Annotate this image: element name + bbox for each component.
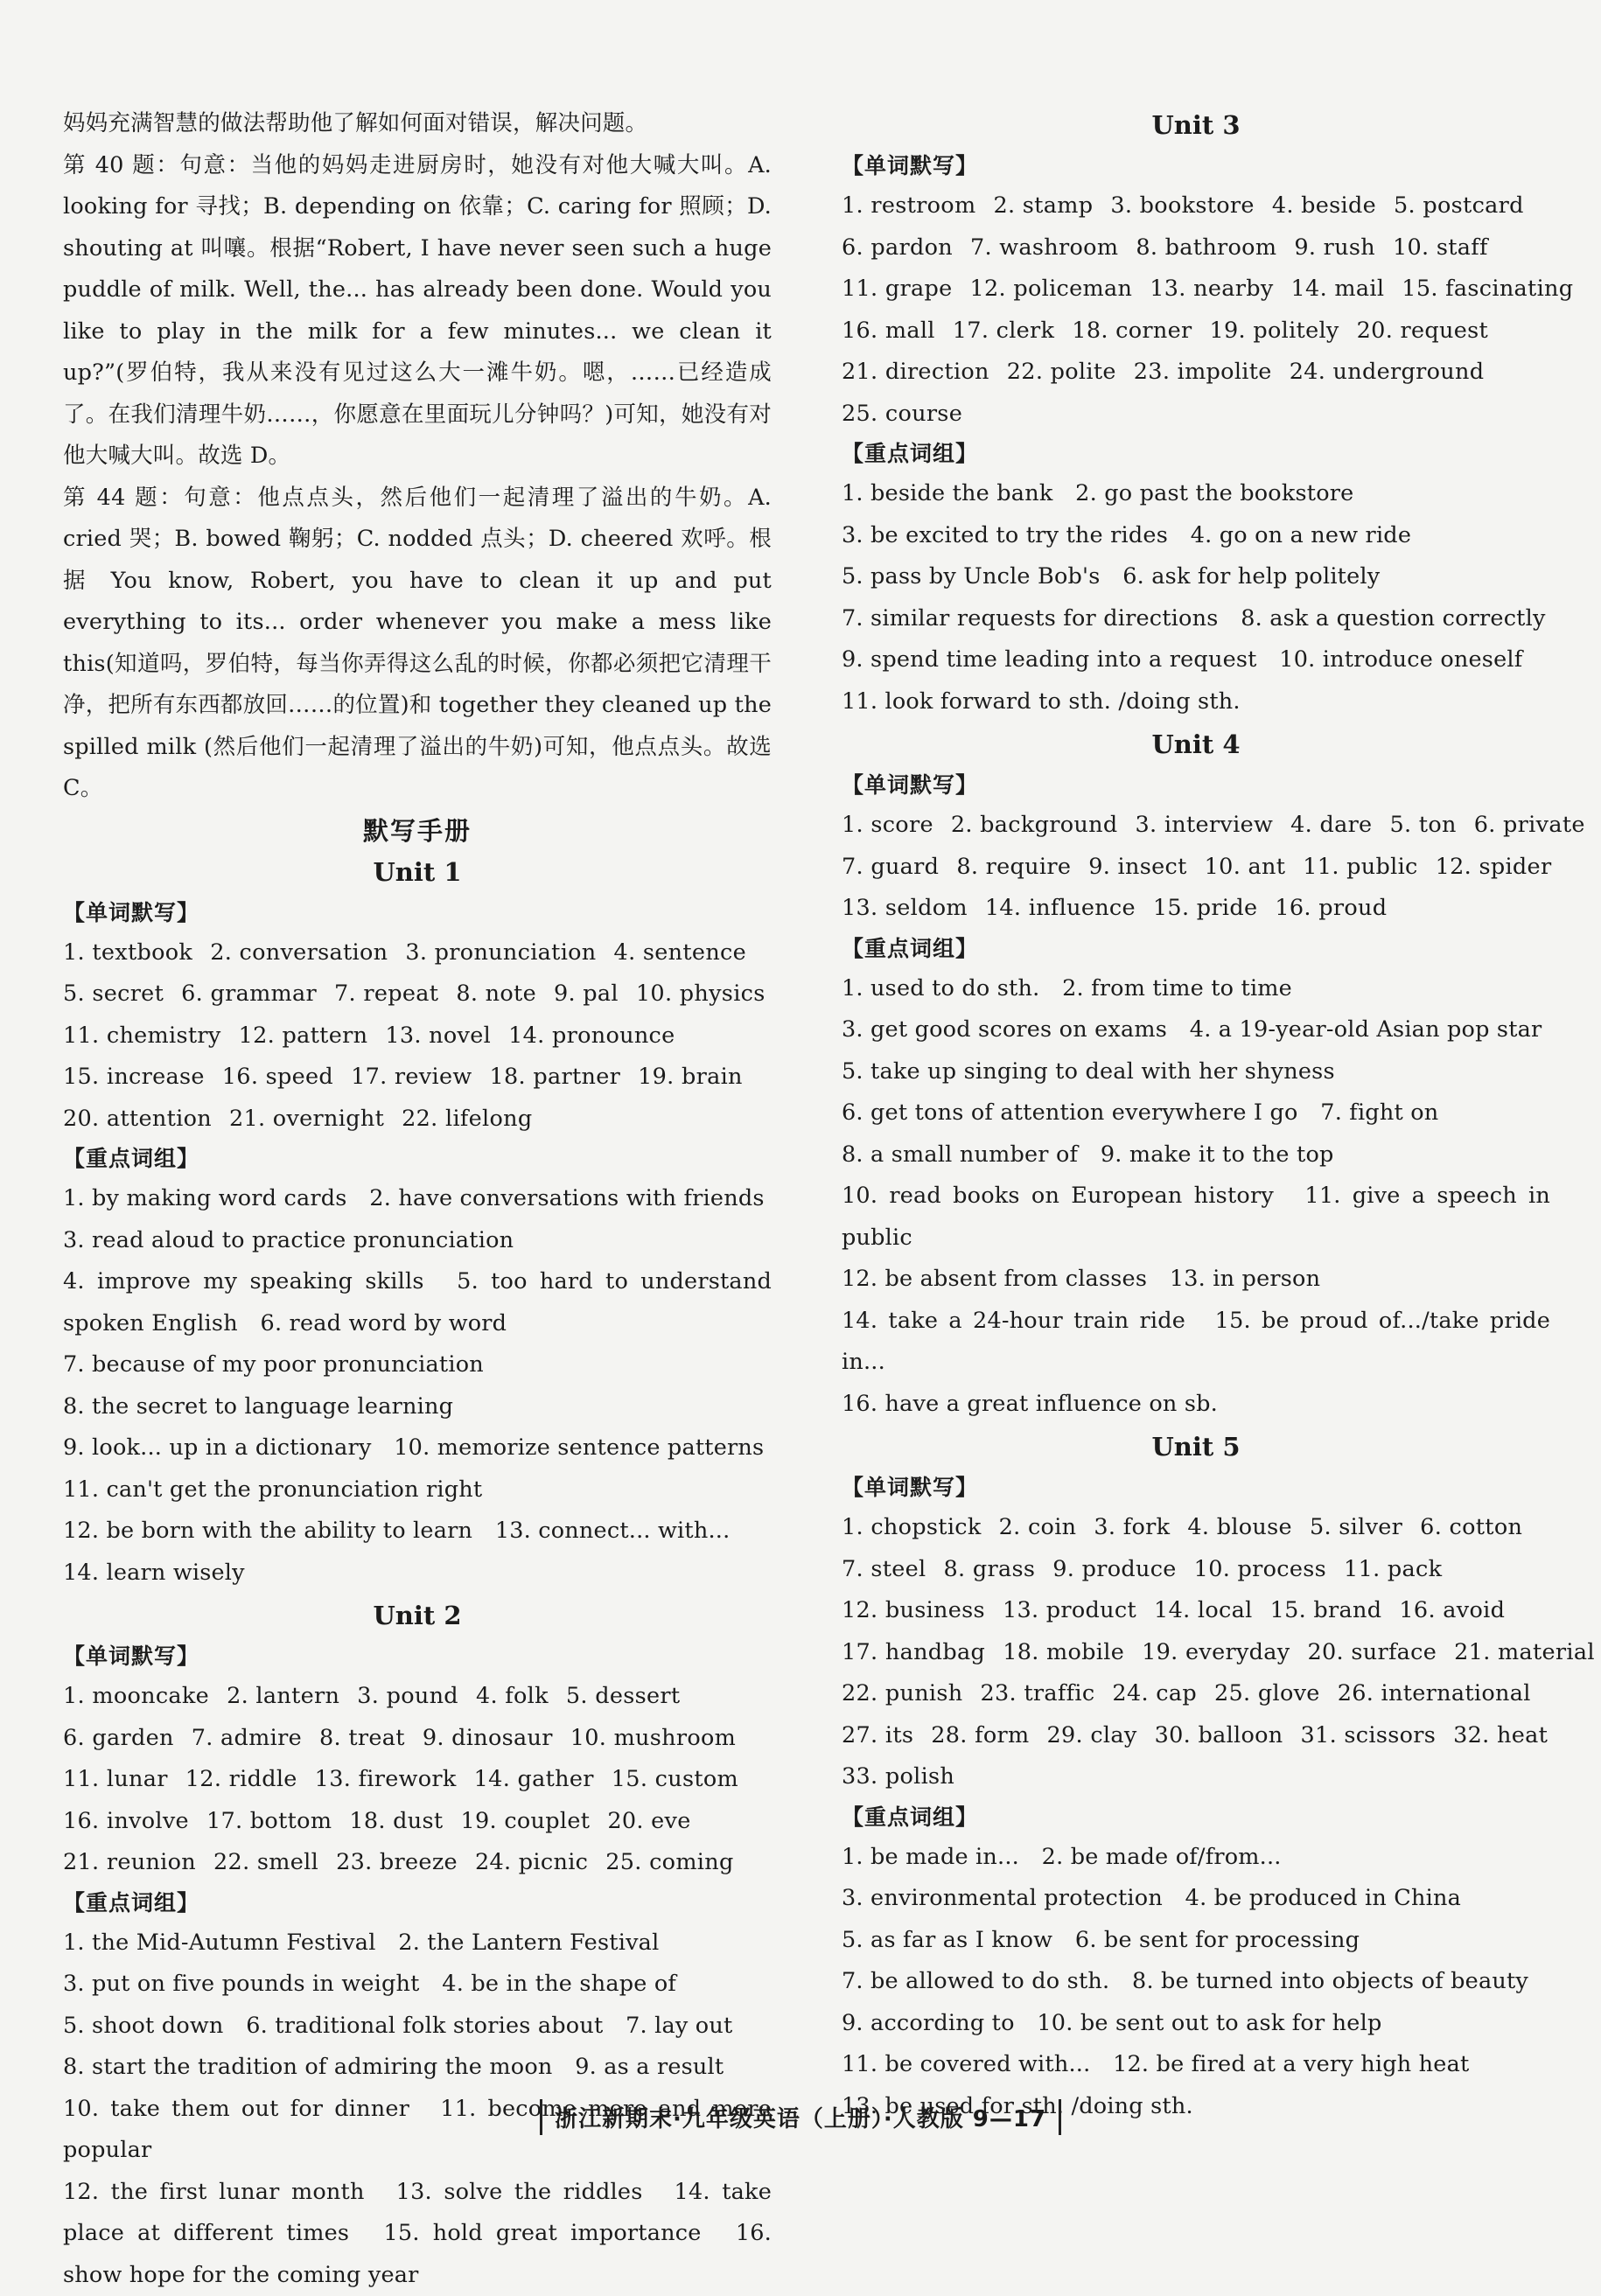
word-line (842, 805, 1550, 847)
word-item: 19. everyday (1142, 1639, 1290, 1665)
word-line (842, 352, 1550, 394)
word-line (63, 1801, 772, 1843)
word-item: 1. score (842, 812, 933, 838)
phrase-line: 1. by making word cards 2. have conversations with friends (63, 1178, 772, 1220)
phrase-line: 5. as far as I know 6. be sent for processing (842, 1920, 1550, 1962)
word-item: 17. handbag (842, 1639, 985, 1665)
word-item: 22. lifelong (402, 1106, 532, 1132)
word-item: 30. balloon (1155, 1722, 1283, 1748)
word-item: 6. grammar (181, 981, 317, 1007)
word-item: 11. public (1303, 854, 1417, 880)
word-item: 25. glove (1214, 1680, 1320, 1706)
word-line (842, 227, 1550, 269)
word-item: 7. repeat (334, 981, 438, 1007)
word-item: 5. ton (1389, 812, 1456, 838)
word-item: 11. chemistry (63, 1022, 221, 1049)
word-item: 10. process (1194, 1556, 1326, 1582)
word-item: 17. bottom (206, 1808, 332, 1834)
unit-5-words (842, 1507, 1550, 1798)
word-item: 8. note (456, 981, 536, 1007)
word-item: 13. firework (315, 1766, 457, 1792)
word-item: 3. pound (357, 1683, 458, 1709)
word-item: 16. involve (63, 1808, 189, 1834)
phrase-line: 16. have a great influence on sb. (842, 1384, 1550, 1426)
intro-paragraph-2: 第 40 题：句意：当他的妈妈走进厨房时，她没有对他大喊大叫。A. looking for 寻找；B. depending on 依靠；C. caring for 照顾；D. shouting at 叫嚷。根据“Robert, I have never seen such a huge puddle of milk. Well, the... has already been done. Would you like to play in the milk for a few minutes... we clean it up?”(罗伯特，我从来没有见过这么大一滩牛奶。嗯，……已经造成了。在我们清理牛奶……，你愿意在里面玩儿分钟吗？)可知，她没有对他大喊大叫。故选 D。 (63, 145, 772, 478)
word-item: 10. staff (1393, 234, 1488, 261)
word-item: 22. smell (213, 1849, 318, 1875)
word-item: 14. influence (985, 895, 1136, 921)
phrase-line: 5. take up singing to deal with her shyness (842, 1051, 1550, 1093)
phrase-line: 12. the first lunar month 13. solve the riddles 14. take place at different times 15. hold great importance 16. show hope for the coming year (63, 2172, 772, 2296)
phrase-line: 8. the secret to language learning (63, 1386, 772, 1428)
unit-1-title: Unit 1 (63, 852, 772, 892)
word-line (63, 1057, 772, 1099)
word-item: 4. folk (476, 1683, 549, 1709)
word-item: 2. lantern (227, 1683, 339, 1709)
word-item: 10. ant (1205, 854, 1286, 880)
word-item: 12. policeman (970, 276, 1133, 302)
word-item: 18. partner (489, 1064, 620, 1090)
word-item: 5. secret (63, 981, 164, 1007)
phrase-line: 7. similar requests for directions 8. ask a question correctly (842, 598, 1550, 640)
word-item: 9. dinosaur (423, 1725, 553, 1751)
unit-1-phrases (63, 1178, 772, 1594)
word-item: 21. reunion (63, 1849, 196, 1875)
word-line (63, 1759, 772, 1801)
word-item: 9. produce (1052, 1556, 1176, 1582)
word-item: 15. brand (1270, 1597, 1382, 1623)
word-item: 25. coming (605, 1849, 733, 1875)
phrase-line: 3. put on five pounds in weight 4. be in the shape of (63, 1964, 772, 2006)
word-line (842, 1673, 1550, 1715)
phrase-line: 1. be made in... 2. be made of/from... (842, 1837, 1550, 1879)
unit-2-words-label: 【单词默写】 (63, 1637, 772, 1676)
word-item: 21. overnight (229, 1106, 384, 1132)
unit-2-title: Unit 2 (63, 1595, 772, 1636)
phrase-line: 11. be covered with... 12. be fired at a very high heat (842, 2044, 1550, 2086)
word-item: 16. speed (222, 1064, 333, 1090)
phrase-line: 5. pass by Uncle Bob's 6. ask for help politely (842, 556, 1550, 598)
word-item: 3. pronunciation (405, 939, 596, 966)
word-item: 12. business (842, 1597, 985, 1623)
word-item: 26. international (1338, 1680, 1531, 1706)
word-line (842, 1715, 1550, 1757)
phrase-line: 3. read aloud to practice pronunciation (63, 1220, 772, 1262)
word-item: 7. washroom (970, 234, 1118, 261)
word-item: 5. silver (1310, 1514, 1402, 1540)
word-item: 24. underground (1290, 359, 1485, 385)
word-item: 7. admire (192, 1725, 302, 1751)
word-line (63, 1015, 772, 1057)
word-line (842, 394, 1550, 436)
handbook-title: 默写手册 (63, 812, 772, 850)
unit-4-phrases-label: 【重点词组】 (842, 930, 1550, 968)
word-item: 12. riddle (185, 1766, 297, 1792)
word-item: 15. fascinating (1402, 276, 1573, 302)
phrase-line: 3. environmental protection 4. be produced in China (842, 1878, 1550, 1920)
word-line (842, 185, 1550, 227)
unit-3-phrases (842, 473, 1550, 722)
word-item: 10. mushroom (570, 1725, 736, 1751)
word-item: 6. garden (63, 1725, 174, 1751)
phrase-line: 7. because of my poor pronunciation (63, 1344, 772, 1386)
word-item: 6. cotton (1420, 1514, 1522, 1540)
phrase-line: 12. be absent from classes 13. in person (842, 1259, 1550, 1301)
phrase-line: 7. be allowed to do sth. 8. be turned into objects of beauty (842, 1961, 1550, 2003)
unit-5-phrases (842, 1837, 1550, 2128)
word-item: 18. corner (1072, 318, 1192, 344)
word-item: 7. guard (842, 854, 939, 880)
word-line (63, 1676, 772, 1718)
word-item: 12. pattern (239, 1022, 368, 1049)
unit-4-phrases (842, 968, 1550, 1426)
word-item: 19. brain (638, 1064, 743, 1090)
phrase-line: 14. take a 24-hour train ride 15. be proud of.../take pride in... (842, 1301, 1550, 1384)
phrase-line: 11. look forward to sth. /doing sth. (842, 681, 1550, 723)
unit-3-words (842, 185, 1550, 435)
unit-2-words (63, 1676, 772, 1884)
word-item: 1. restroom (842, 192, 975, 219)
word-line (842, 1590, 1550, 1632)
word-item: 13. product (1003, 1597, 1136, 1623)
phrase-line: 8. a small number of 9. make it to the top (842, 1134, 1550, 1176)
word-item: 33. polish (842, 1763, 954, 1790)
word-item: 16. proud (1275, 895, 1387, 921)
word-item: 22. polite (1007, 359, 1116, 385)
word-line (63, 1099, 772, 1141)
word-item: 3. interview (1135, 812, 1273, 838)
word-item: 1. textbook (63, 939, 192, 966)
word-line (842, 1756, 1550, 1798)
word-line (63, 974, 772, 1015)
word-item: 15. custom (612, 1766, 738, 1792)
phrase-line: 11. can't get the pronunciation right (63, 1469, 772, 1511)
unit-4-words (842, 805, 1550, 930)
word-item: 2. background (951, 812, 1118, 838)
word-item: 1. chopstick (842, 1514, 982, 1540)
word-item: 15. pride (1153, 895, 1257, 921)
word-item: 15. increase (63, 1064, 205, 1090)
word-item: 1. mooncake (63, 1683, 209, 1709)
phrase-line: 3. get good scores on exams 4. a 19-year-old Asian pop star (842, 1009, 1550, 1051)
word-item: 20. request (1357, 318, 1488, 344)
word-item: 17. review (351, 1064, 472, 1090)
word-item: 23. impolite (1134, 359, 1272, 385)
word-item: 19. couplet (460, 1808, 590, 1834)
word-item: 9. pal (554, 981, 619, 1007)
phrase-line: 12. be born with the ability to learn 13. connect... with... (63, 1511, 772, 1553)
word-item: 21. direction (842, 359, 989, 385)
word-item: 11. grape (842, 276, 953, 302)
word-item: 2. conversation (210, 939, 388, 966)
word-item: 18. dust (349, 1808, 443, 1834)
unit-5-phrases-label: 【重点词组】 (842, 1798, 1550, 1837)
unit-1-words (63, 932, 772, 1141)
word-item: 8. require (956, 854, 1071, 880)
word-item: 8. grass (944, 1556, 1036, 1582)
word-item: 29. clay (1046, 1722, 1136, 1748)
phrase-line: 3. be excited to try the rides 4. go on a new ride (842, 515, 1550, 557)
word-item: 28. form (931, 1722, 1029, 1748)
right-column (842, 103, 1550, 2127)
left-column (63, 103, 772, 2296)
word-item: 3. bookstore (1110, 192, 1254, 219)
word-line (842, 1507, 1550, 1549)
word-item: 23. traffic (981, 1680, 1095, 1706)
word-item: 23. breeze (336, 1849, 458, 1875)
phrase-line: 8. start the tradition of admiring the moon 9. as a result (63, 2047, 772, 2089)
word-item: 22. punish (842, 1680, 963, 1706)
word-item: 8. treat (319, 1725, 405, 1751)
footer-text: 浙江新期末·九年级英语（上册）·人教版 9—17 (540, 2099, 1061, 2135)
word-item: 18. mobile (1003, 1639, 1124, 1665)
word-item: 27. its (842, 1722, 913, 1748)
word-item: 24. cap (1112, 1680, 1197, 1706)
phrase-line: 5. shoot down 6. traditional folk stories about 7. lay out (63, 2006, 772, 2048)
word-item: 20. surface (1307, 1639, 1437, 1665)
word-line (63, 932, 772, 974)
word-item: 4. sentence (614, 939, 746, 966)
phrase-line: 14. learn wisely (63, 1553, 772, 1595)
unit-5-words-label: 【单词默写】 (842, 1469, 1550, 1507)
word-line (842, 1632, 1550, 1674)
word-line (842, 311, 1550, 352)
page-footer (0, 2099, 1601, 2135)
word-line (842, 1549, 1550, 1591)
word-item: 20. eve (607, 1808, 690, 1834)
word-item: 24. picnic (475, 1849, 588, 1875)
phrase-line: 6. get tons of attention everywhere I go 7. fight on (842, 1092, 1550, 1134)
word-item: 19. politely (1209, 318, 1339, 344)
word-item: 6. pardon (842, 234, 953, 261)
unit-3-title: Unit 3 (842, 105, 1550, 145)
word-item: 13. novel (385, 1022, 491, 1049)
word-item: 12. spider (1436, 854, 1552, 880)
phrase-line: 9. according to 10. be sent out to ask for help (842, 2003, 1550, 2045)
phrase-line: 1. used to do sth. 2. from time to time (842, 968, 1550, 1010)
word-item: 2. stamp (993, 192, 1093, 219)
word-item: 25. course (842, 401, 962, 427)
word-line (842, 269, 1550, 311)
intro-paragraph-3: 第 44 题：句意：他点点头，然后他们一起清理了溢出的牛奶。A. cried 哭；B. bowed 鞠躬；C. nodded 点头；D. cheered 欢呼。根据 You know, Robert, you have to clean it up and put everything to its... order whenever you make a mess like this(知道吗，罗伯特，每当你弄得这么乱的时候，你都必须把它清理干净，把所有东西都放回……的位置)和 together they cleaned up the spilled milk (然后他们一起清理了溢出的牛奶)可知，他点点头。故选 C。 (63, 478, 772, 810)
word-item: 16. mall (842, 318, 935, 344)
phrase-line: 9. look... up in a dictionary 10. memorize sentence patterns (63, 1427, 772, 1469)
unit-4-title: Unit 4 (842, 724, 1550, 764)
word-item: 7. steel (842, 1556, 926, 1582)
phrase-line: 10. read books on European history 11. give a speech in public (842, 1176, 1550, 1259)
word-line (63, 1718, 772, 1760)
word-item: 17. clerk (953, 318, 1055, 344)
word-item: 8. bathroom (1136, 234, 1276, 261)
word-item: 21. material (1454, 1639, 1595, 1665)
phrase-line: 4. improve my speaking skills 5. too hard to understand spoken English 6. read word by word (63, 1261, 772, 1344)
word-item: 31. scissors (1301, 1722, 1437, 1748)
word-item: 5. postcard (1394, 192, 1524, 219)
word-item: 10. physics (636, 981, 766, 1007)
phrase-line: 1. the Mid-Autumn Festival 2. the Lantern Festival (63, 1923, 772, 1965)
unit-1-words-label: 【单词默写】 (63, 894, 772, 932)
word-item: 4. beside (1272, 192, 1376, 219)
word-item: 6. private (1474, 812, 1585, 838)
unit-3-words-label: 【单词默写】 (842, 147, 1550, 185)
word-item: 11. pack (1344, 1556, 1442, 1582)
word-item: 9. rush (1294, 234, 1375, 261)
word-item: 4. dare (1290, 812, 1372, 838)
intro-paragraph-1: 妈妈充满智慧的做法帮助他了解如何面对错误，解决问题。 (63, 103, 772, 145)
word-item: 3. fork (1094, 1514, 1170, 1540)
unit-1-phrases-label: 【重点词组】 (63, 1140, 772, 1178)
word-item: 20. attention (63, 1106, 212, 1132)
word-item: 14. gather (474, 1766, 594, 1792)
phrase-line: 9. spend time leading into a request 10. introduce oneself (842, 639, 1550, 681)
word-item: 14. local (1154, 1597, 1253, 1623)
word-item: 2. coin (999, 1514, 1077, 1540)
word-item: 16. avoid (1399, 1597, 1505, 1623)
phrase-line: 13. be used for sth. /doing sth. (842, 2086, 1550, 2128)
unit-5-title: Unit 5 (842, 1427, 1550, 1467)
word-item: 14. pronounce (508, 1022, 675, 1049)
word-line (842, 847, 1550, 889)
unit-2-phrases-label: 【重点词组】 (63, 1884, 772, 1923)
word-item: 11. lunar (63, 1766, 168, 1792)
word-item: 9. insect (1088, 854, 1186, 880)
word-line (842, 888, 1550, 930)
word-item: 5. dessert (566, 1683, 681, 1709)
phrase-line: 1. beside the bank 2. go past the bookstore (842, 473, 1550, 515)
word-line (63, 1842, 772, 1884)
unit-3-phrases-label: 【重点词组】 (842, 435, 1550, 473)
word-item: 13. nearby (1150, 276, 1273, 302)
unit-4-words-label: 【单词默写】 (842, 766, 1550, 805)
phrase-line: 10. take them out for dinner 11. become more and more popular (63, 2089, 772, 2172)
word-item: 13. seldom (842, 895, 968, 921)
word-item: 4. blouse (1187, 1514, 1292, 1540)
word-item: 14. mail (1291, 276, 1385, 302)
word-item: 32. heat (1453, 1722, 1548, 1748)
